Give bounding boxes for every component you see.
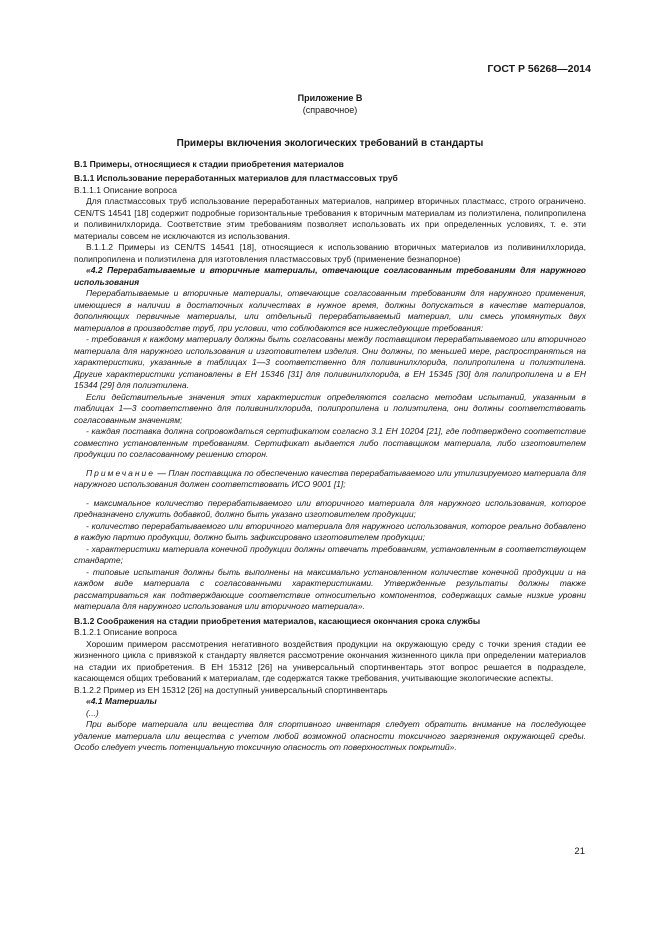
- ellipsis: (...): [86, 707, 99, 718]
- section-b121-heading: В.1.2.1 Описание вопроса: [74, 627, 177, 637]
- appendix-type: (справочное): [302, 105, 358, 115]
- appendix-title: Примеры включения экологических требований в стандарты: [176, 138, 484, 149]
- paragraph: Хорошим примером рассмотрения негативного воздействия продукции на окружающую среду с точки зрения стадии ее жизненного цикла с привязкой к стандарту является рассмотрение окончания жизненного цикла при определении материалов на стадии их приобретения. В ЕН 15312 [26] на универсальный спортинвентарь этот вопрос решается в подразделе, касающемся общих требований к материалам, где содержатся также требования, учитывающие экологические аспекты.: [74, 638, 586, 683]
- quote-heading-4-1: «4.1 Материалы: [86, 696, 157, 706]
- page-number: 21: [574, 846, 585, 857]
- section-b111-heading: В.1.1.1 Описание вопроса: [74, 184, 177, 195]
- italic-list-item: - типовые испытания должны быть выполнены на максимально установленном количестве конечной продукции и на каждом виде материала с согласованными характеристиками. Утвержденные результаты должны также рассматриваться как подтверждающие соответствие относительно компонентов, содержащих самые низкие уровни материала для наружного использования или вторичного материала».: [74, 566, 586, 611]
- document-body: [74, 92, 586, 754]
- italic-list-item: - максимальное количество перерабатываемого или вторичного материала для наружного использования, которое предназначено служить добавкой, должно быть указано изготовителем продукции;: [74, 497, 586, 519]
- note-label: Примечание: [86, 467, 155, 478]
- italic-list-item: - требования к каждому материалу должны быть согласованы между поставщиком перерабатываемого или вторичного материала для наружного использования и изготовителем изделия. Они должны, по меньшей мере, распространяться на характеристики, указанные в таблицах 1—3 соответственно для поливинилхлорида, полипропилена и полиэтилена. Другие характеристики установлены в ЕН 15346 [31] для поливинилхлорида, в ЕН 15345 [30] для полипропилена и в ЕН 15344 [29] для полиэтилена.: [74, 334, 586, 390]
- note: [74, 468, 586, 491]
- italic-paragraph: Перерабатываемые и вторичные материалы, отвечающие согласованным требованиям для наружного применения, имеющиеся в наличии в достаточных количествах в нужное время, должны допускаться в качестве материалов, дополняющих первичные материалы, или отдельный перерабатываемый материал, или смесь упомянутых двух материалов в производстве труб, при условии, что соблюдаются все нижеследующие требования:: [74, 288, 586, 333]
- note-text: — План поставщика по обеспечению качества перерабатываемого или утилизируемого материала для наружного использования должен соответствовать ИСО 9001 [1];: [74, 467, 586, 489]
- italic-paragraph: При выборе материала или вещества для спортивного инвентаря следует обратить внимание на последующее удаление материала или вещества с учетом любой возможной опасности токсичного загрязнения окружающей среды. Особо следует учесть потенциальную токсичную опасность от поверхностных покрытий».: [74, 719, 586, 752]
- section-b12-heading: В.1.2 Соображения на стадии приобретения материалов, касающиеся окончания срока службы: [74, 615, 481, 626]
- quote-heading-4-2: «4.2 Перерабатываемые и вторичные материалы, отвечающие согласованным требованиям для наружного использования: [74, 265, 586, 287]
- section-b11-heading: В.1.1 Использование переработанных материалов для пластмассовых труб: [74, 173, 398, 183]
- paragraph: В.1.1.2 Примеры из CEN/TS 14541 [18], относящиеся к использованию вторичных материалов из поливинилхлорида, полипропилена и полиэтилена для изготовления пластмассовых труб (применение безнапорное): [74, 242, 586, 264]
- paragraph: Для пластмассовых труб использование переработанных материалов, например вторичных пластмасс, строго ограничено. CEN/TS 14541 [18] содержит подробные горизонтальные требования к вторичным материалам из полиэтилена, полипропилена и поливинилхлорида. Соответствие этим требованиям позволяет использовать их при определенных условиях, т. е. эти материалы совсем не исключаются из использования.: [74, 196, 586, 241]
- section-b122-heading: В.1.2.2 Пример из ЕН 15312 [26] на доступный универсальный спортинвентарь: [74, 684, 388, 695]
- document-header-id: ГОСТ Р 56268—2014: [487, 63, 591, 75]
- italic-list-item: - каждая поставка должна сопровождаться сертификатом согласно 3.1 ЕН 10204 [21], где подтверждено соответствие совместно установленным требованиям. Сертификат выдается либо поставщиком материала, либо изготовителем продукции по согласованному решению сторон.: [74, 426, 586, 459]
- section-b1-heading: В.1 Примеры, относящиеся к стадии приобретения материалов: [74, 158, 344, 169]
- appendix-label: Приложение В: [297, 93, 363, 103]
- italic-list-item: - характеристики материала конечной продукции должны отвечать требованиям, установленным в соответствующем стандарте;: [74, 543, 586, 565]
- italic-list-item: - количество перерабатываемого или вторичного материала для наружного использования, которое реально добавлено в каждую партию продукции, должно быть зафиксировано изготовителем продукции;: [74, 520, 586, 542]
- italic-paragraph: Если действительные значения этих характеристик определяются согласно методам испытаний, указанным в таблицах 1—3 соответственно для поливинилхлорида, полипропилена и полиэтилена, они должны соответствовать согласованным значениям;: [74, 391, 586, 425]
